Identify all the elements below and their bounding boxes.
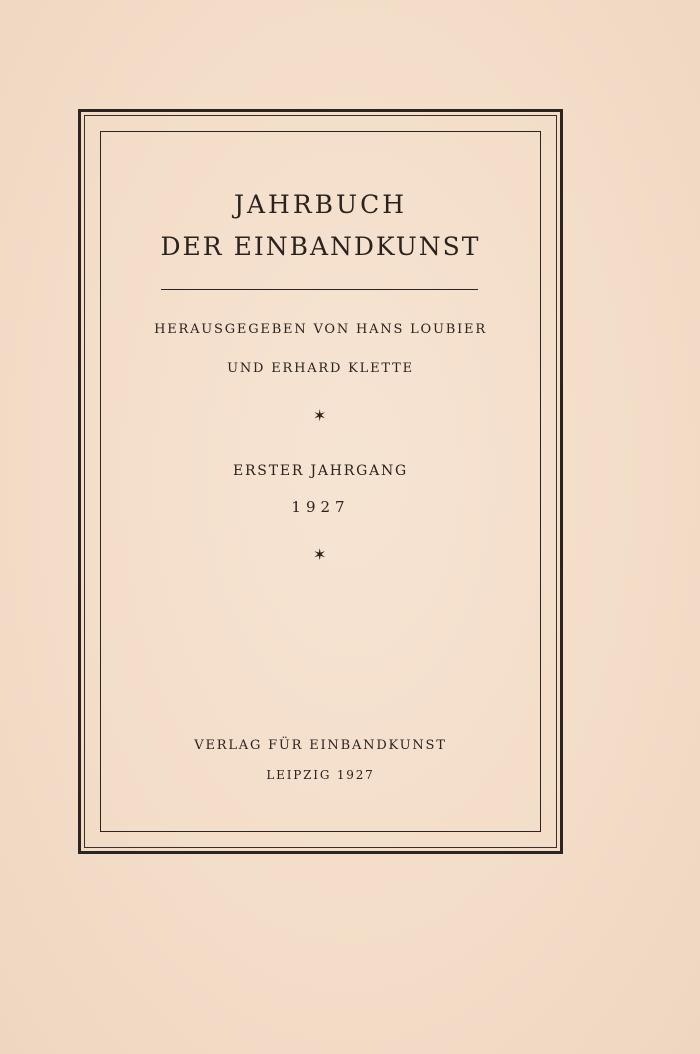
title-line-2: DER EINBANDKUNST [160, 232, 481, 261]
editors-line-2: UND ERHARD KLETTE [227, 361, 414, 376]
publication-place-year: LEIPZIG 1927 [266, 768, 375, 782]
asterisk-ornament-icon: ✶ [313, 406, 328, 425]
editors-line-1: HERAUSGEGEBEN VON HANS LOUBIER [154, 322, 487, 337]
edition-year: 1927 [291, 498, 350, 516]
asterisk-ornament-icon: ✶ [313, 545, 328, 564]
publisher-name: VERLAG FÜR EINBANDKUNST [194, 738, 447, 753]
title-rule [161, 289, 478, 290]
edition-label: ERSTER JAHRGANG [232, 463, 409, 479]
title-line-1: JAHRBUCH [233, 190, 408, 219]
